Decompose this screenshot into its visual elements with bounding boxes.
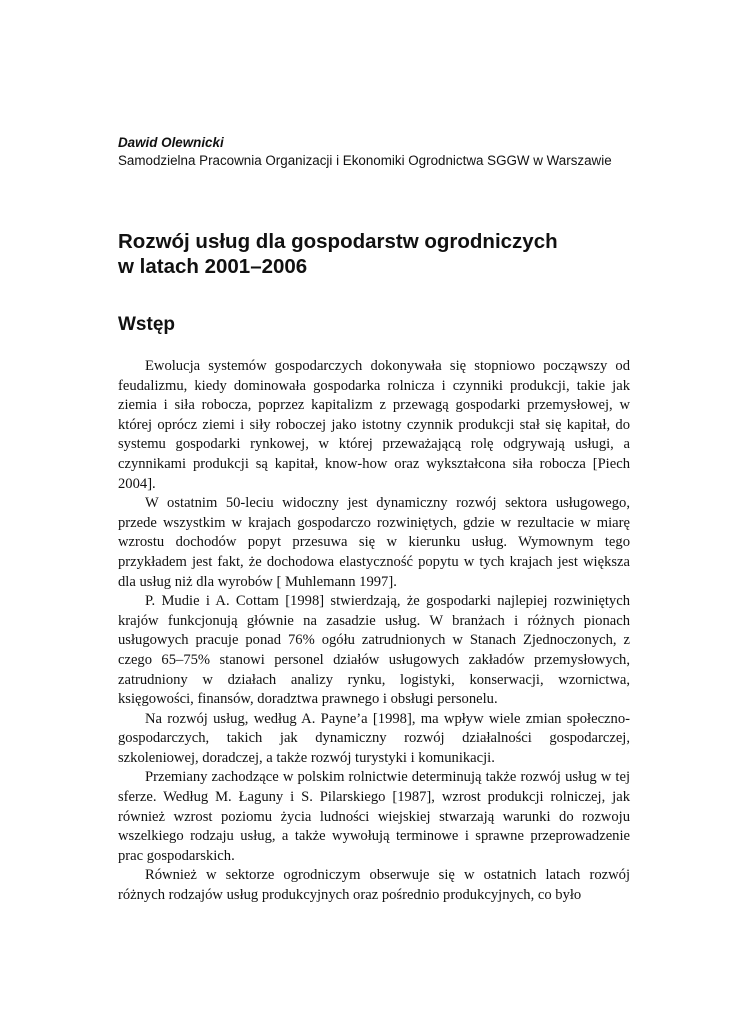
paragraph-4: Na rozwój usług, według A. Payne’a [1998], ma wpływ wiele zmian społeczno-gospodarczych, takich jak dynamiczny rozwój działalności gospodarczej, szkoleniowej, doradczej, a także rozwój turystyki i komunikacji. bbox=[118, 710, 630, 766]
author-affiliation: Samodzielna Pracownia Organizacji i Ekonomiki Ogrodnictwa SGGW w Warszawie bbox=[118, 153, 612, 168]
article-body bbox=[118, 357, 630, 906]
article-page bbox=[118, 134, 630, 906]
paragraph-2: W ostatnim 50-leciu widoczny jest dynamiczny rozwój sektora usługowego, przede wszystkim w krajach gospodarczo rozwiniętych, gdzie w rezultacie w miarę wzrostu dochodów popyt przesuwa się w kierunku usług. Wymownym tego przykładem jest fakt, że dochodowa elastyczność popytu w tych krajach jest większa dla usług niż dla wyrobów [ Muhlemann 1997]. bbox=[118, 495, 630, 590]
author-name: Dawid Olewnicki bbox=[118, 135, 224, 150]
section-heading: Wstęp bbox=[118, 314, 175, 335]
article-title-line-1: Rozwój usług dla gospodarstw ogrodniczych bbox=[118, 230, 558, 253]
paragraph-5: Przemiany zachodzące w polskim rolnictwie determinują także rozwój usług w tej sferze. Według M. Łaguny i S. Pilarskiego [1987], wzrost produkcji rolniczej, jak również wzrost poziomu życia ludności wiejskiej stwarzają warunki do rozwoju wszelkiego rodzaju usług, a także wywołują terminowe i sprawne przeprowadzenie prac gospodarskich. bbox=[118, 769, 630, 864]
article-title-line-2: w latach 2001–2006 bbox=[118, 255, 308, 278]
article-title bbox=[118, 229, 630, 279]
paragraph-1: Ewolucja systemów gospodarczych dokonywała się stopniowo począwszy od feudalizmu, kiedy dominowała gospodarka rolnicza i czynniki produkcji, takie jak ziemia i siła robocza, poprzez kapitalizm z przewagą gospodarki przemysłowej, w której oprócz ziemi i siły roboczej jako istotny czynnik produkcji stał się kapitał, do systemu gospodarki rynkowej, w której przeważającą rolę odgrywają usługi, a czynnikami produkcji są kapitał, know-how oraz wykształcona siła robocza [Piech 2004]. bbox=[118, 358, 630, 492]
paragraph-3: P. Mudie i A. Cottam [1998] stwierdzają, że gospodarki najlepiej rozwiniętych krajów funkcjonują głównie na zasadzie usług. W branżach i różnych pionach usługowych pracuje ponad 76% ogółu zatrudnionych w Stanach Zjednoczonych, z czego 65–75% stanowi personel działów usługowych zakładów przemysłowych, zatrudniony w działach analizy rynku, logistyki, konserwacji, wzornictwa, księgowości, finansów, doradztwa prawnego i obsługi personelu. bbox=[118, 593, 630, 708]
paragraph-6: Również w sektorze ogrodniczym obserwuje się w ostatnich latach rozwój różnych rodzajów usług produkcyjnych oraz pośrednio produkcyjnych, co było bbox=[118, 867, 630, 904]
